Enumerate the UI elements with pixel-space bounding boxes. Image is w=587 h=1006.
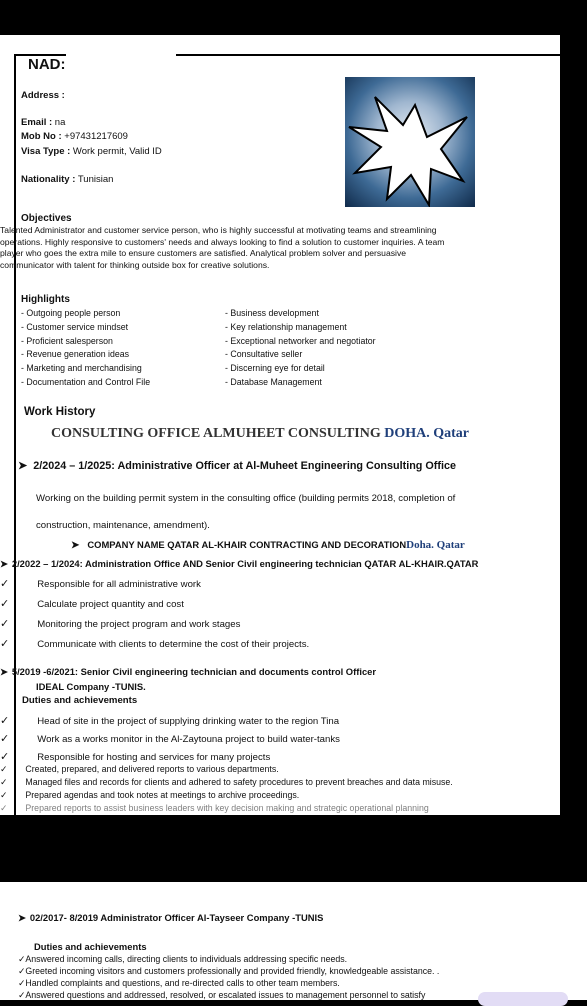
- check-bullet-icon: ✓: [18, 954, 26, 964]
- arrow-bullet-icon: ➤: [71, 540, 80, 551]
- company-heading-2: [71, 539, 465, 551]
- address-line: [21, 90, 65, 101]
- highlights-left-column: [21, 307, 150, 390]
- list-item: [0, 577, 201, 590]
- list-item: [0, 714, 339, 727]
- highlight-item: - Revenue generation ideas: [21, 349, 130, 360]
- check-bullet-icon: ✓: [0, 790, 8, 800]
- list-item: [18, 978, 340, 989]
- email-line: [21, 117, 65, 128]
- visa-value: Work permit, Valid ID: [72, 146, 162, 157]
- company-city: DOHA. Qatar: [384, 426, 469, 441]
- list-item-text: Prepared reports to assist business leaders with key decision making and strategic operational planning: [25, 803, 429, 813]
- work-history-title: Work History: [24, 406, 96, 418]
- job-title-text: 2/2022 – 1/2024: Administration Office AND Senior Civil engineering technician QATAR AL-KHAIR.QATAR: [11, 558, 479, 569]
- list-item: [18, 954, 347, 965]
- company-city: Doha. Qatar: [406, 539, 465, 551]
- list-item: [18, 966, 439, 977]
- check-bullet-icon: ✓: [0, 578, 10, 590]
- arrow-bullet-icon: ➤: [0, 558, 8, 569]
- check-bullet-icon: ✓: [18, 990, 26, 1000]
- check-bullet-icon: ✓: [0, 638, 10, 650]
- highlight-item: - Database Management: [225, 376, 322, 387]
- company-name: COMPANY NAME QATAR AL-KHAIR CONTRACTING AND DECORATION: [87, 539, 407, 550]
- job-desc-line: Working on the building permit system in the consulting office (building permits 2018, completion of: [36, 493, 456, 504]
- highlight-item: - Marketing and merchandising: [21, 363, 142, 374]
- list-item-text: Responsible for hosting and services for many projects: [37, 752, 271, 763]
- highlights-title: Highlights: [21, 294, 70, 305]
- list-item-text: Calculate project quantity and cost: [37, 599, 184, 610]
- highlight-item: - Outgoing people person: [21, 308, 121, 318]
- highlight-item: - Key relationship management: [225, 321, 347, 332]
- list-item: [0, 803, 429, 814]
- list-item: [0, 617, 240, 630]
- job-title-4: [18, 912, 323, 924]
- list-item-text: Responsible for all administrative work: [37, 579, 201, 590]
- job-desc-line: construction, maintenance, amendment).: [36, 520, 210, 531]
- resume-page-2: [0, 882, 587, 1000]
- job-title-text: 02/2017- 8/2019 Administrator Officer Al-Tayseer Company -TUNIS: [29, 912, 324, 923]
- duties-title: Duties and achievements: [34, 941, 147, 952]
- objectives-line: operations. Highly responsive to customers' needs and always looking to find a solution to customer inquiries. A team: [0, 236, 445, 247]
- mobile-line: [21, 131, 128, 142]
- check-bullet-icon: ✓: [0, 777, 8, 787]
- objectives-text: [0, 225, 538, 271]
- company-name: CONSULTING OFFICE ALMUHEET CONSULTING: [51, 426, 381, 441]
- check-bullet-icon: ✓: [0, 618, 10, 630]
- email-value: na: [54, 117, 66, 128]
- nationality-value: Tunisian: [77, 174, 114, 185]
- highlight-item: - Discerning eye for detail: [225, 363, 325, 374]
- list-item: [0, 764, 279, 775]
- photo-starburst-icon: [345, 77, 475, 207]
- list-item-text: Created, prepared, and delivered reports to various departments.: [25, 764, 279, 774]
- job-title-1: [18, 459, 456, 472]
- list-item-text: Head of site in the project of supplying drinking water to the region Tina: [37, 716, 340, 727]
- job-title-text: 5/2019 -6/2021: Senior Civil engineering technician and documents control Officer: [11, 666, 377, 677]
- list-item: [0, 637, 309, 650]
- list-item-text: Work as a works monitor in the Al-Zaytouna project to build water-tanks: [37, 734, 340, 745]
- company-heading-1: [51, 426, 469, 442]
- check-bullet-icon: ✓: [18, 966, 26, 976]
- job-company: IDEAL Company -TUNIS.: [36, 681, 146, 692]
- highlights-right-column: [225, 307, 376, 390]
- visa-line: [21, 146, 162, 157]
- highlight-item: - Business development: [225, 308, 319, 318]
- highlight-item: - Consultative seller: [225, 349, 303, 360]
- profile-photo: [345, 77, 475, 207]
- highlight-item: - Documentation and Control File: [21, 376, 151, 387]
- job-title-text: 2/2024 – 1/2025: Administrative Officer at Al-Muheet Engineering Consulting Office: [33, 460, 456, 472]
- address-label: Address :: [21, 90, 65, 101]
- mobile-value: +97431217609: [64, 131, 128, 142]
- list-item-text: Answered incoming calls, directing clients to individuals addressing specific needs.: [25, 954, 348, 964]
- job-title-2: [0, 558, 478, 570]
- check-bullet-icon: ✓: [0, 764, 8, 774]
- highlight-item: - Proficient salesperson: [21, 335, 113, 346]
- list-item-text: Monitoring the project program and work stages: [37, 619, 241, 630]
- list-item-text: Greeted incoming visitors and customers professionally and provided friendly, knowledgeable assistance. .: [25, 966, 440, 976]
- list-item: [0, 777, 453, 788]
- job-title-3: [0, 666, 376, 678]
- list-item: [18, 990, 425, 1000]
- resume-page-1: [0, 35, 560, 815]
- objectives-title: Objectives: [21, 213, 72, 224]
- check-bullet-icon: ✓: [0, 715, 10, 727]
- arrow-bullet-icon: ➤: [18, 912, 26, 923]
- list-item: [0, 790, 299, 801]
- list-item: [0, 597, 184, 610]
- highlight-item: - Customer service mindset: [21, 321, 129, 332]
- list-item-text: Answered questions and addressed, resolved, or escalated issues to management personnel to satisfy: [25, 990, 426, 1000]
- visa-label: Visa Type :: [21, 146, 71, 157]
- check-bullet-icon: ✓: [0, 598, 10, 610]
- scroll-indicator: [478, 992, 568, 1006]
- check-bullet-icon: ✓: [0, 751, 10, 763]
- check-bullet-icon: ✓: [0, 733, 10, 745]
- list-item: [0, 732, 340, 745]
- check-bullet-icon: ✓: [0, 803, 8, 813]
- objectives-line: player who goes the extra mile to ensure customers are satisfied. Analytical problem solver and persuasive: [0, 248, 407, 259]
- list-item-text: Handled complaints and questions, and re-directed calls to other team members.: [25, 978, 340, 988]
- arrow-bullet-icon: ➤: [0, 666, 8, 677]
- duties-title: Duties and achievements: [22, 695, 138, 706]
- email-label: Email :: [21, 117, 53, 128]
- objectives-line: communicator with talent for thinking outside box for creative solutions.: [0, 259, 270, 270]
- list-item-text: Communicate with clients to determine the cost of their projects.: [37, 639, 310, 650]
- nationality-line: [21, 174, 113, 185]
- list-item: [0, 750, 270, 763]
- arrow-bullet-icon: ➤: [18, 460, 28, 472]
- list-item-text: Managed files and records for clients and adhered to safety procedures to prevent breaches and data misuse.: [25, 777, 453, 787]
- candidate-name: NAD:: [28, 56, 66, 73]
- check-bullet-icon: ✓: [18, 978, 26, 988]
- list-item-text: Prepared agendas and took notes at meetings to archive proceedings.: [25, 790, 300, 800]
- highlight-item: - Exceptional networker and negotiator: [225, 335, 376, 346]
- mobile-label: Mob No :: [21, 131, 62, 142]
- redaction-box: [66, 51, 176, 161]
- nationality-label: Nationality :: [21, 174, 76, 185]
- objectives-line: Talented Administrator and customer service person, who is highly successful at motivating teams and streamlining: [0, 225, 437, 235]
